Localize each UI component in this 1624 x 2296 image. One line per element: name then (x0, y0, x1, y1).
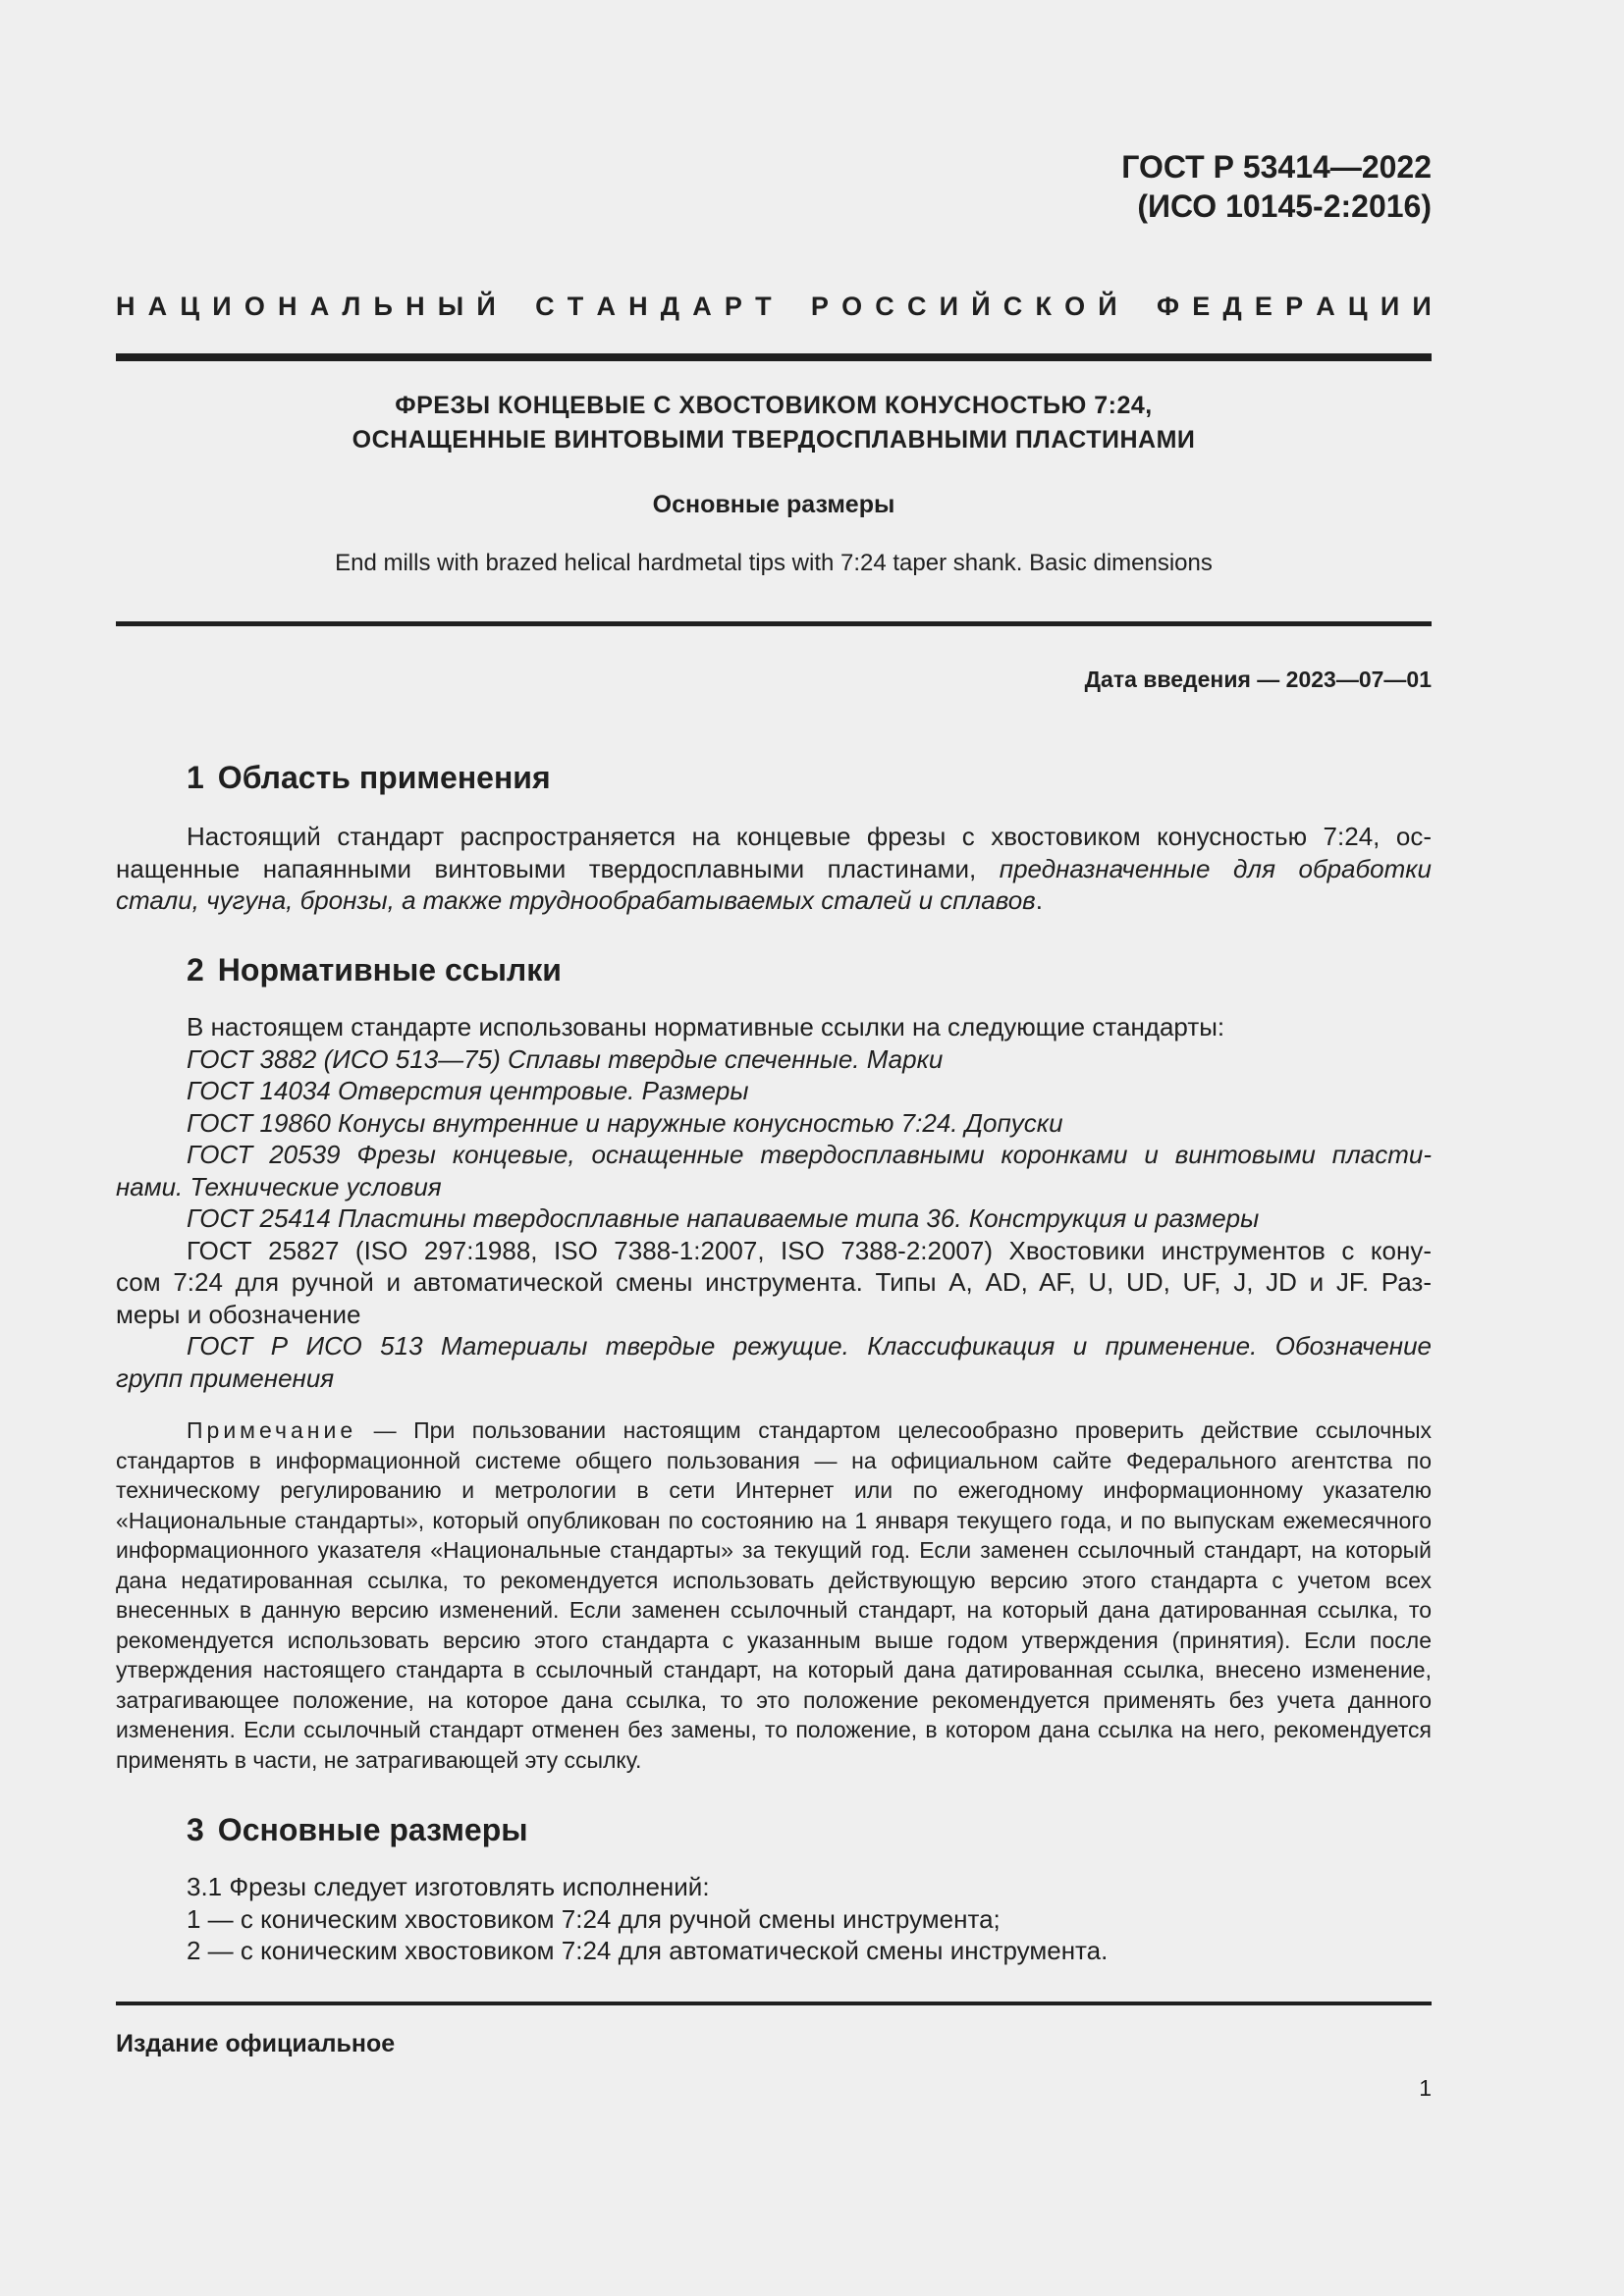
english-title: End mills with brazed helical hardmetal tips with 7:24 taper shank. Basic dimensions (335, 550, 1213, 576)
heading-letter: А (692, 292, 712, 321)
reference-item-cont: нами. Технические условия (116, 1171, 442, 1201)
reference-item-cont: групп применения (116, 1362, 335, 1393)
heading-letter: Р (724, 292, 742, 321)
document-number (1121, 147, 1432, 226)
heading-letter: Ы (437, 292, 464, 321)
heading-letter: О (244, 292, 265, 321)
heading-letter: Ц (1347, 292, 1368, 321)
heading-letter: Е (1192, 292, 1211, 321)
heading-letter: Д (1222, 292, 1242, 321)
heading-letter: А (309, 292, 330, 321)
note-label: Примечание (187, 1417, 357, 1443)
heading-letter: О (1064, 292, 1086, 321)
national-standard-heading (116, 289, 1432, 324)
heading-letter: И (1380, 292, 1400, 321)
reference-item: ГОСТ 20539 Фрезы концевые, оснащенные твердосплавными коронками и винтовыми пласти- (187, 1140, 1432, 1169)
heading-letter (1130, 289, 1144, 324)
heading-letter: И (1412, 292, 1432, 321)
section-1-paragraph: Настоящий стандарт распространяется на концевые фрезы с хвостовиком конусностью 7:24, ос- нащенные напаянными винтовыми твердосплавными пластинами, предназначенные для обработки стали, чугуна, бронзы, а также труднообрабатываемых сталей и сплавов. (116, 822, 1432, 915)
section-1-heading: 1 Область применения (187, 760, 551, 795)
document-title (116, 389, 1432, 457)
heading-letter (785, 289, 798, 324)
title-line-2: ОСНАЩЕННЫЕ ВИНТОВЫМИ ТВЕРДОСПЛАВНЫМИ ПЛАСТИНАМИ (352, 426, 1196, 454)
document-subtitle: Основные размеры (652, 491, 895, 518)
heading-letter: С (1002, 292, 1023, 321)
heading-letter: Р (810, 292, 829, 321)
note-text: — При пользовании настоящим стандартом целесообразно проверить действие ссылочных стандартов в информационной системе общего пользования — на официальном сайте Федерального агентства по техническому регулированию и метрологии в сети Интернет или по ежегодному информационному указателю «Национальные стандарты», который опубликован по состоянию на 1 января текущего года, и по выпускам ежемесячного информационного указателя «Национальные стандарты» за текущий год. Если заменен ссылочный стандарт, на который дана недатированная ссылка, то рекомендуется использовать действующую версию этого стандарта с учетом всех внесенных в данную версию изменений. Если заменен ссылочный стандарт, на который дана датированная ссылка, то рекомендуется использовать версию этого стандарта с указанным выше годом утверждения (принятия). Если после утверждения настоящего стандарта в ссылочный стандарт, на который дана датированная ссылка, внесено изменение, затрагивающее положение, на которое дана ссылка, то это положение рекомендуется применять без учета данного изменения. Если ссылочный стандарт отменен без замены, то положение, в котором дана ссылка на него, рекомендуется применять в части, не затрагивающей эту ссылку. (116, 1417, 1432, 1773)
heading-letter: Ф (1157, 292, 1180, 321)
heading-letter: Ц (180, 292, 200, 321)
heading-letter: Т (755, 292, 772, 321)
top-rule (116, 353, 1432, 361)
footer-rule (116, 2002, 1432, 2005)
section-3-paragraph: 3.1 Фрезы следует изготовлять исполнений: 1 — с коническим хвостовиком 7:24 для ручной смены инструмента; 2 — с коническим хвостовиком 7:24 для автоматической смены инструмента. (187, 1872, 1109, 1965)
heading-letter: А (1316, 292, 1335, 321)
heading-letter: И (939, 292, 959, 321)
introduction-date: Дата введения — 2023—07—01 (1084, 667, 1432, 692)
page-number: 1 (1419, 2075, 1432, 2101)
heading-letter: А (147, 292, 168, 321)
heading-letter: Ь (373, 292, 393, 321)
heading-letter: К (1035, 292, 1052, 321)
heading-letter: Н (278, 292, 298, 321)
heading-letter: Р (1285, 292, 1304, 321)
section-3-heading: 3 Основные размеры (187, 1812, 528, 1847)
heading-letter (509, 289, 522, 324)
reference-item: ГОСТ 25827 (ISO 297:1988, ISO 7388-1:2007, ISO 7388-2:2007) Хвостовики инструментов с кону- (187, 1235, 1432, 1265)
gost-number: ГОСТ Р 53414—2022 (1121, 149, 1432, 185)
reference-item: ГОСТ Р ИСО 513 Материалы твердые режущие. Классификация и применение. Обозначение (187, 1331, 1432, 1361)
reference-item: ГОСТ 3882 (ИСО 513—75) Сплавы твердые спеченные. Марки (187, 1043, 944, 1074)
heading-letter: Т (567, 292, 584, 321)
iso-number: (ИСО 10145-2:2016) (1137, 188, 1432, 224)
reference-item-cont: меры и обозначение (116, 1299, 361, 1329)
heading-letter: Й (971, 292, 991, 321)
reference-item: ГОСТ 25414 Пластины твердосплавные напаиваемые типа 36. Конструкция и размеры (187, 1203, 1260, 1233)
heading-letter: С (535, 292, 555, 321)
document-page (116, 0, 1432, 2296)
reference-item: ГОСТ 14034 Отверстия центровые. Размеры (187, 1076, 749, 1105)
heading-letter: Й (476, 292, 496, 321)
normative-references (116, 1011, 1432, 1394)
heading-letter: Л (342, 292, 361, 321)
title-rule (116, 621, 1432, 626)
reference-item: ГОСТ 19860 Конусы внутренние и наружные конусностью 7:24. Допуски (187, 1107, 1063, 1138)
heading-letter: Н (116, 292, 135, 321)
heading-letter: Й (1098, 292, 1117, 321)
heading-letter: Д (660, 292, 680, 321)
title-line-1: ФРЕЗЫ КОНЦЕВЫЕ С ХВОСТОВИКОМ КОНУСНОСТЬЮ 7:24, (395, 392, 1153, 419)
heading-letter: О (841, 292, 863, 321)
references-note (116, 1415, 1432, 1775)
heading-letter: Н (406, 292, 425, 321)
heading-letter: С (906, 292, 927, 321)
heading-letter: А (596, 292, 616, 321)
heading-letter: Е (1254, 292, 1272, 321)
official-edition-label: Издание официальное (116, 2030, 396, 2057)
heading-letter: И (212, 292, 232, 321)
references-intro: В настоящем стандарте использованы нормативные ссылки на следующие стандарты: (187, 1012, 1225, 1041)
heading-letter: Н (628, 292, 648, 321)
section-2-heading: 2 Нормативные ссылки (187, 952, 562, 988)
heading-letter: С (875, 292, 894, 321)
reference-item-cont: сом 7:24 для ручной и автоматической смены инструмента. Типы А, AD, AF, U, UD, UF, J, JD и JF. Раз- (116, 1267, 1432, 1297)
